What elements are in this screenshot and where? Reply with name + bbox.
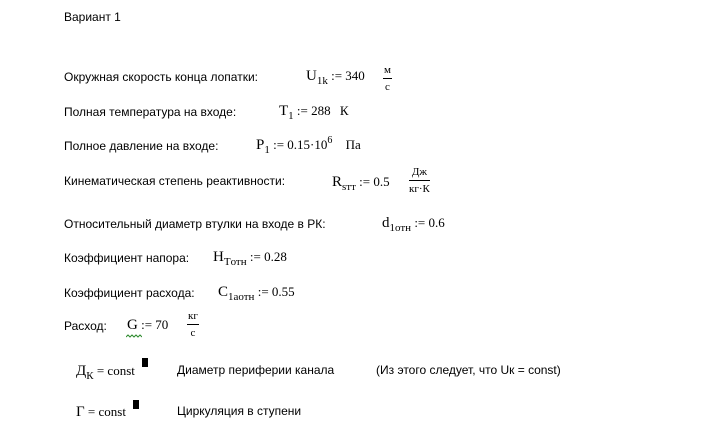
subscript: sтт — [342, 181, 356, 193]
assign-op: := — [414, 215, 426, 230]
subscript: 1 — [288, 110, 294, 122]
subscript: Tотн — [223, 256, 247, 268]
expr-tip-speed[interactable] — [306, 68, 365, 87]
subscript: К — [86, 370, 94, 382]
label-tip-speed: Окружная скорость конца лопатки: — [64, 70, 258, 84]
label-hub-ratio: Относительный диаметр втулки на входе в РК: — [64, 217, 326, 231]
value: 70 — [155, 317, 169, 332]
unit-mass-flow — [187, 311, 199, 339]
assign-op: := — [257, 284, 269, 299]
subscript: 1 — [264, 144, 270, 156]
expr-head-coefficient[interactable] — [213, 249, 287, 268]
label-reaction-degree: Кинематическая степень реактивности: — [64, 174, 286, 188]
subscript: 1k — [316, 75, 328, 87]
symbol: Г — [76, 404, 85, 420]
value: 0.6 — [428, 215, 445, 230]
value: 340 — [345, 68, 365, 83]
assign-op: := — [359, 174, 371, 189]
spell-warning-squiggle — [126, 334, 142, 338]
value: 0.5 — [373, 174, 390, 189]
exponent: 6 — [327, 135, 333, 146]
expr-total-temperature[interactable] — [279, 103, 349, 122]
expr-reaction-degree[interactable] — [332, 174, 390, 193]
symbol: G — [127, 317, 138, 333]
expr-hub-ratio[interactable] — [382, 215, 445, 234]
unit-num: Дж — [409, 167, 430, 181]
symbol: P — [256, 137, 265, 153]
label-head-coefficient: Коэффициент напора: — [64, 251, 190, 265]
unit-tip-speed — [383, 65, 392, 93]
eq-op: = — [87, 404, 96, 419]
unit-reaction-degree — [409, 167, 430, 195]
label-total-pressure: Полное давление на входе: — [64, 139, 219, 153]
unit-den: кг·К — [409, 183, 430, 195]
expr-mass-flow[interactable] — [127, 318, 168, 333]
unit-den: с — [385, 81, 390, 93]
symbol: T — [279, 103, 289, 119]
unit-num: м — [383, 65, 392, 79]
assign-op: := — [141, 317, 153, 332]
label-mass-flow: Расход: — [64, 319, 107, 333]
label-total-temperature: Полная температура на входе: — [64, 105, 237, 119]
desc-circulation-const: Циркуляция в ступени — [177, 404, 302, 418]
assign-op: := — [296, 103, 308, 118]
subscript: 1аотн — [228, 291, 255, 303]
page-title: Вариант 1 — [64, 10, 121, 24]
unit: К — [339, 103, 349, 118]
label-flow-coefficient: Коэффициент расхода: — [64, 286, 195, 300]
assign-op: := — [249, 249, 261, 264]
assign-op: := — [273, 137, 285, 152]
symbol: U — [306, 68, 317, 84]
text-cursor — [133, 400, 139, 409]
desc-periphery-const: Диаметр периферии канала — [177, 363, 335, 377]
unit: Па — [345, 137, 361, 152]
value: const — [107, 363, 135, 378]
value: 0.55 — [271, 284, 295, 299]
unit-den: с — [190, 327, 196, 339]
value: const — [98, 404, 126, 419]
note-periphery-const: (Из этого следует, что Uк = const) — [376, 363, 561, 377]
value: 0.28 — [264, 249, 287, 264]
value: 0.15·10 — [287, 137, 328, 152]
symbol: H — [213, 249, 224, 265]
expr-flow-coefficient[interactable] — [218, 284, 295, 303]
symbol: C — [218, 284, 229, 300]
expr-total-pressure[interactable] — [256, 135, 361, 156]
expr-circulation-const[interactable] — [76, 405, 126, 420]
symbol: Д — [76, 363, 87, 379]
eq-op: = — [96, 363, 105, 378]
text-cursor — [142, 358, 148, 367]
expr-periphery-const[interactable] — [76, 363, 135, 382]
value: 288 — [311, 103, 331, 118]
symbol: R — [332, 174, 343, 190]
unit-num: кг — [187, 311, 199, 325]
subscript: 1отн — [389, 222, 412, 234]
assign-op: := — [331, 68, 343, 83]
symbol: d — [382, 215, 390, 231]
